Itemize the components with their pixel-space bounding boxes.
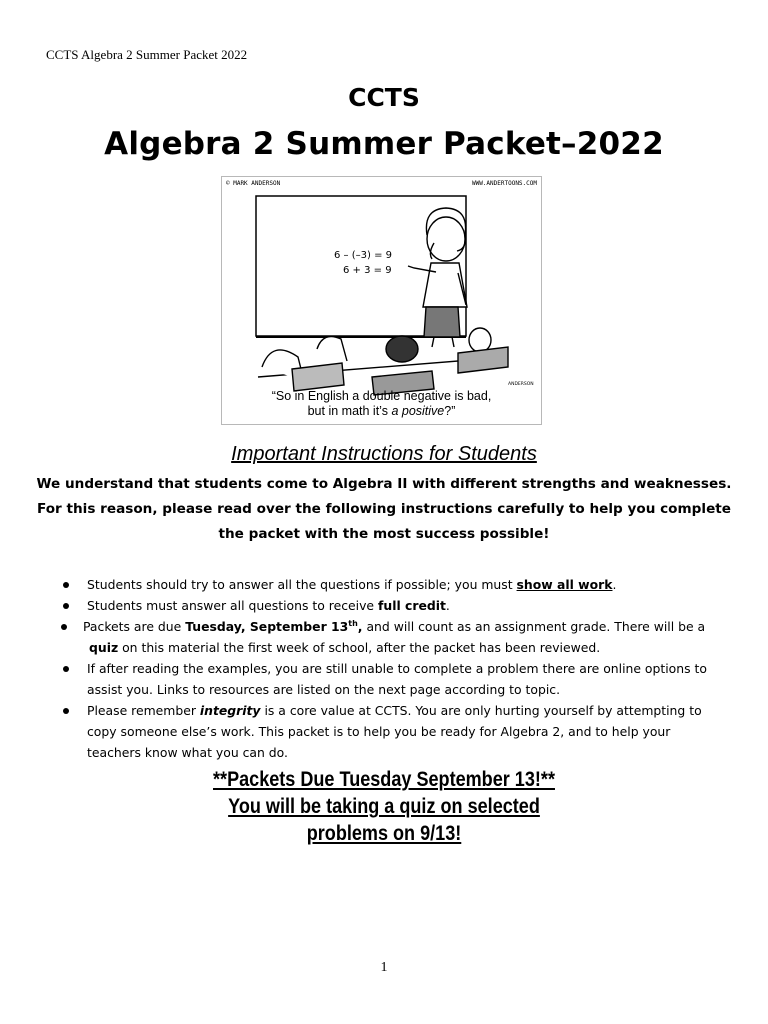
running-header: CCTS Algebra 2 Summer Packet 2022	[46, 47, 248, 62]
list-item: Please remember integrity is a core value at CCTS. You are only hurting yourself by attempting to copy someone else’s work. This packet is to help you be ready for Algebra 2, and to help your teachers know what you can do.	[63, 700, 723, 763]
emphasis-integrity: integrity	[199, 703, 261, 718]
emphasis-quiz: quiz	[89, 640, 119, 655]
due-notice-line-2: You will be taking a quiz on selected	[228, 795, 540, 818]
intro-paragraph	[0, 472, 768, 547]
due-notice-line-3: problems on 9/13!	[306, 822, 462, 845]
title-org: CCTS	[348, 83, 420, 112]
list-item: If after reading the examples, you are still unable to complete a problem there are online options to assist you. Links to resources are listed on the next page according to topic.	[63, 658, 723, 700]
bullet-dot	[63, 708, 69, 714]
cartoon-caption	[222, 389, 541, 419]
emphasis-full-credit: full credit	[377, 598, 446, 613]
cartoon-website: WWW.ANDERTOONS.COM	[471, 180, 537, 187]
bullet-dot	[63, 603, 69, 609]
list-item: Students should try to answer all the questions if possible; you must show all work.	[63, 574, 723, 595]
due-notice-line-1: **Packets Due Tuesday September 13!**	[213, 768, 555, 791]
artist-signature: ANDERSON	[508, 382, 534, 387]
instruction-list	[63, 574, 723, 763]
intro-line-1: We understand that students come to Algebra II with different strengths and weaknesses.	[36, 476, 732, 492]
instructions-heading: Important Instructions for Students	[231, 443, 537, 465]
cartoon-illustration	[221, 176, 542, 425]
board-equation-2: 6 + 3 = 9	[343, 265, 392, 276]
board-equation-1: 6 – (–3) = 9	[334, 250, 392, 261]
bullet-dot	[63, 666, 69, 672]
bullet-dot	[63, 582, 69, 588]
page-number: 1	[380, 960, 388, 975]
intro-line-3: the packet with the most success possible!	[218, 526, 550, 542]
due-notice	[0, 766, 768, 847]
emphasis-due-date: Tuesday, September 13	[185, 619, 349, 634]
list-item: Students must answer all questions to receive full credit.	[63, 595, 723, 616]
list-item: Packets are due Tuesday, September 13th, and will count as an assignment grade. There will be a quiz on this material the first week of school, after the packet has been reviewed.	[61, 616, 721, 658]
page-title: Algebra 2 Summer Packet–2022	[104, 126, 664, 162]
caption-line-2: but in math it’s a positive?”	[307, 404, 456, 418]
cartoon-credit: © MARK ANDERSON	[226, 180, 281, 187]
bullet-dot	[61, 624, 67, 630]
emphasis-show-all-work: show all work	[516, 577, 613, 592]
caption-line-1: “So in English a double negative is bad,	[271, 389, 492, 403]
students-and-desks	[258, 328, 508, 395]
intro-line-2: For this reason, please read over the following instructions carefully to help you complete	[36, 501, 732, 517]
caption-emphasis: a positive	[391, 404, 445, 418]
